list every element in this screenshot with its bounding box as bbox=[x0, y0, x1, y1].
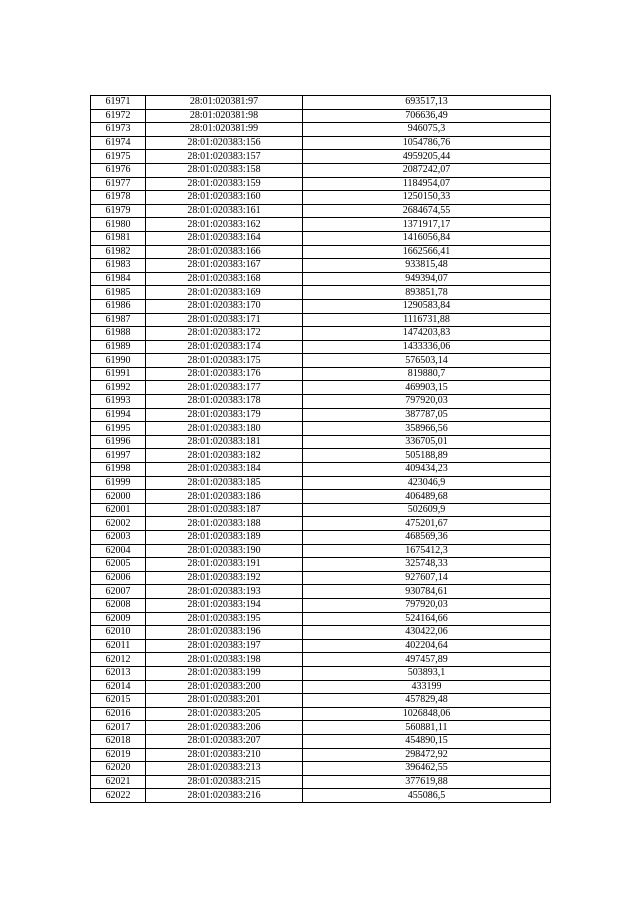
cadastral-number-cell: 28:01:020383:199 bbox=[146, 666, 303, 680]
table-row bbox=[91, 381, 551, 395]
table-row bbox=[91, 517, 551, 531]
table-row bbox=[91, 721, 551, 735]
row-number-cell: 61982 bbox=[91, 245, 146, 259]
row-number-cell: 62013 bbox=[91, 666, 146, 680]
value-cell: 1026848,06 bbox=[303, 707, 551, 721]
cadastral-number-cell: 28:01:020383:179 bbox=[146, 408, 303, 422]
table-row bbox=[91, 218, 551, 232]
row-number-cell: 61992 bbox=[91, 381, 146, 395]
table-row bbox=[91, 463, 551, 477]
cadastral-number-cell: 28:01:020383:175 bbox=[146, 354, 303, 368]
row-number-cell: 62012 bbox=[91, 653, 146, 667]
cadastral-number-cell: 28:01:020383:200 bbox=[146, 680, 303, 694]
cadastral-number-cell: 28:01:020381:97 bbox=[146, 96, 303, 110]
value-cell: 930784,61 bbox=[303, 585, 551, 599]
table-row bbox=[91, 789, 551, 803]
table-row bbox=[91, 435, 551, 449]
table-row bbox=[91, 503, 551, 517]
cadastral-number-cell: 28:01:020383:162 bbox=[146, 218, 303, 232]
row-number-cell: 61993 bbox=[91, 395, 146, 409]
value-cell: 336705,01 bbox=[303, 435, 551, 449]
value-cell: 396462,55 bbox=[303, 762, 551, 776]
value-cell: 455086,5 bbox=[303, 789, 551, 803]
value-cell: 1250150,33 bbox=[303, 191, 551, 205]
row-number-cell: 61991 bbox=[91, 367, 146, 381]
cadastral-number-cell: 28:01:020383:210 bbox=[146, 748, 303, 762]
row-number-cell: 61999 bbox=[91, 476, 146, 490]
row-number-cell: 61978 bbox=[91, 191, 146, 205]
table-row bbox=[91, 177, 551, 191]
cadastral-number-cell: 28:01:020383:157 bbox=[146, 150, 303, 164]
table-row bbox=[91, 762, 551, 776]
row-number-cell: 61974 bbox=[91, 136, 146, 150]
cadastral-number-cell: 28:01:020383:166 bbox=[146, 245, 303, 259]
value-cell: 4959205,44 bbox=[303, 150, 551, 164]
value-cell: 560881,11 bbox=[303, 721, 551, 735]
table-row bbox=[91, 299, 551, 313]
table-row bbox=[91, 286, 551, 300]
value-cell: 797920,03 bbox=[303, 395, 551, 409]
cadastral-number-cell: 28:01:020381:99 bbox=[146, 123, 303, 137]
row-number-cell: 61998 bbox=[91, 463, 146, 477]
value-cell: 377619,88 bbox=[303, 775, 551, 789]
value-cell: 1675412,3 bbox=[303, 544, 551, 558]
table-row bbox=[91, 408, 551, 422]
cadastral-number-cell: 28:01:020383:191 bbox=[146, 558, 303, 572]
value-cell: 893851,78 bbox=[303, 286, 551, 300]
table-row bbox=[91, 775, 551, 789]
value-cell: 946075,3 bbox=[303, 123, 551, 137]
cadastral-number-cell: 28:01:020383:205 bbox=[146, 707, 303, 721]
value-cell: 1184954,07 bbox=[303, 177, 551, 191]
table-body bbox=[91, 96, 551, 803]
table-row bbox=[91, 395, 551, 409]
table-row bbox=[91, 680, 551, 694]
value-cell: 693517,13 bbox=[303, 96, 551, 110]
value-cell: 576503,14 bbox=[303, 354, 551, 368]
value-cell: 423046,9 bbox=[303, 476, 551, 490]
value-cell: 1416056,84 bbox=[303, 231, 551, 245]
row-number-cell: 62015 bbox=[91, 694, 146, 708]
cadastral-number-cell: 28:01:020383:174 bbox=[146, 340, 303, 354]
cadastral-number-cell: 28:01:020383:215 bbox=[146, 775, 303, 789]
value-cell: 1433336,06 bbox=[303, 340, 551, 354]
table-row bbox=[91, 313, 551, 327]
row-number-cell: 61979 bbox=[91, 204, 146, 218]
cadastral-number-cell: 28:01:020383:201 bbox=[146, 694, 303, 708]
value-cell: 387787,05 bbox=[303, 408, 551, 422]
table-row bbox=[91, 734, 551, 748]
cadastral-number-cell: 28:01:020383:177 bbox=[146, 381, 303, 395]
value-cell: 433199 bbox=[303, 680, 551, 694]
cadastral-number-cell: 28:01:020383:192 bbox=[146, 571, 303, 585]
cadastral-number-cell: 28:01:020383:160 bbox=[146, 191, 303, 205]
row-number-cell: 62005 bbox=[91, 558, 146, 572]
value-cell: 468569,36 bbox=[303, 531, 551, 545]
table-row bbox=[91, 422, 551, 436]
cadastral-number-cell: 28:01:020383:161 bbox=[146, 204, 303, 218]
table-row bbox=[91, 585, 551, 599]
cadastral-number-cell: 28:01:020383:169 bbox=[146, 286, 303, 300]
row-number-cell: 61996 bbox=[91, 435, 146, 449]
value-cell: 2684674,55 bbox=[303, 204, 551, 218]
value-cell: 475201,67 bbox=[303, 517, 551, 531]
value-cell: 933815,48 bbox=[303, 259, 551, 273]
row-number-cell: 62017 bbox=[91, 721, 146, 735]
cadastral-number-cell: 28:01:020383:156 bbox=[146, 136, 303, 150]
value-cell: 454890,15 bbox=[303, 734, 551, 748]
value-cell: 469903,15 bbox=[303, 381, 551, 395]
value-cell: 503893,1 bbox=[303, 666, 551, 680]
value-cell: 298472,92 bbox=[303, 748, 551, 762]
row-number-cell: 62000 bbox=[91, 490, 146, 504]
table-row bbox=[91, 245, 551, 259]
value-cell: 1662566,41 bbox=[303, 245, 551, 259]
cadastral-number-cell: 28:01:020383:164 bbox=[146, 231, 303, 245]
table-row bbox=[91, 490, 551, 504]
table-row bbox=[91, 354, 551, 368]
table-row bbox=[91, 163, 551, 177]
table-row bbox=[91, 653, 551, 667]
row-number-cell: 62011 bbox=[91, 639, 146, 653]
table-row bbox=[91, 259, 551, 273]
cadastral-number-cell: 28:01:020381:98 bbox=[146, 109, 303, 123]
cadastral-number-cell: 28:01:020383:188 bbox=[146, 517, 303, 531]
row-number-cell: 61984 bbox=[91, 272, 146, 286]
row-number-cell: 61988 bbox=[91, 327, 146, 341]
row-number-cell: 62016 bbox=[91, 707, 146, 721]
row-number-cell: 61995 bbox=[91, 422, 146, 436]
table-row bbox=[91, 96, 551, 110]
row-number-cell: 62007 bbox=[91, 585, 146, 599]
value-cell: 430422,06 bbox=[303, 626, 551, 640]
cadastral-number-cell: 28:01:020383:213 bbox=[146, 762, 303, 776]
cadastral-number-cell: 28:01:020383:193 bbox=[146, 585, 303, 599]
table-row bbox=[91, 327, 551, 341]
cadastral-number-cell: 28:01:020383:207 bbox=[146, 734, 303, 748]
value-cell: 502609,9 bbox=[303, 503, 551, 517]
row-number-cell: 61973 bbox=[91, 123, 146, 137]
value-cell: 2087242,07 bbox=[303, 163, 551, 177]
table-row bbox=[91, 204, 551, 218]
row-number-cell: 62009 bbox=[91, 612, 146, 626]
value-cell: 1371917,17 bbox=[303, 218, 551, 232]
cadastral-number-cell: 28:01:020383:178 bbox=[146, 395, 303, 409]
row-number-cell: 61971 bbox=[91, 96, 146, 110]
row-number-cell: 62010 bbox=[91, 626, 146, 640]
value-cell: 402204,64 bbox=[303, 639, 551, 653]
value-cell: 819880,7 bbox=[303, 367, 551, 381]
table-row bbox=[91, 612, 551, 626]
cadastral-number-cell: 28:01:020383:206 bbox=[146, 721, 303, 735]
table-row bbox=[91, 340, 551, 354]
row-number-cell: 62002 bbox=[91, 517, 146, 531]
table-row bbox=[91, 123, 551, 137]
cadastral-value-table bbox=[90, 95, 551, 803]
cadastral-number-cell: 28:01:020383:182 bbox=[146, 449, 303, 463]
value-cell: 457829,48 bbox=[303, 694, 551, 708]
value-cell: 358966,56 bbox=[303, 422, 551, 436]
table-row bbox=[91, 558, 551, 572]
value-cell: 797920,03 bbox=[303, 598, 551, 612]
row-number-cell: 61977 bbox=[91, 177, 146, 191]
table-row bbox=[91, 476, 551, 490]
row-number-cell: 61994 bbox=[91, 408, 146, 422]
value-cell: 949394,07 bbox=[303, 272, 551, 286]
table-row bbox=[91, 191, 551, 205]
cadastral-number-cell: 28:01:020383:170 bbox=[146, 299, 303, 313]
value-cell: 497457,89 bbox=[303, 653, 551, 667]
cadastral-number-cell: 28:01:020383:168 bbox=[146, 272, 303, 286]
cadastral-number-cell: 28:01:020383:198 bbox=[146, 653, 303, 667]
table-row bbox=[91, 694, 551, 708]
value-cell: 927607,14 bbox=[303, 571, 551, 585]
cadastral-number-cell: 28:01:020383:216 bbox=[146, 789, 303, 803]
value-cell: 325748,33 bbox=[303, 558, 551, 572]
row-number-cell: 62006 bbox=[91, 571, 146, 585]
row-number-cell: 61986 bbox=[91, 299, 146, 313]
value-cell: 406489,68 bbox=[303, 490, 551, 504]
table-row bbox=[91, 707, 551, 721]
cadastral-number-cell: 28:01:020383:195 bbox=[146, 612, 303, 626]
row-number-cell: 61990 bbox=[91, 354, 146, 368]
row-number-cell: 61975 bbox=[91, 150, 146, 164]
table-row bbox=[91, 639, 551, 653]
row-number-cell: 61997 bbox=[91, 449, 146, 463]
value-cell: 706636,49 bbox=[303, 109, 551, 123]
cadastral-number-cell: 28:01:020383:167 bbox=[146, 259, 303, 273]
row-number-cell: 61972 bbox=[91, 109, 146, 123]
cadastral-number-cell: 28:01:020383:189 bbox=[146, 531, 303, 545]
value-cell: 1116731,88 bbox=[303, 313, 551, 327]
table-row bbox=[91, 109, 551, 123]
cadastral-number-cell: 28:01:020383:197 bbox=[146, 639, 303, 653]
cadastral-number-cell: 28:01:020383:196 bbox=[146, 626, 303, 640]
table-row bbox=[91, 544, 551, 558]
table-row bbox=[91, 666, 551, 680]
table-row bbox=[91, 136, 551, 150]
cadastral-number-cell: 28:01:020383:187 bbox=[146, 503, 303, 517]
row-number-cell: 62021 bbox=[91, 775, 146, 789]
cadastral-number-cell: 28:01:020383:158 bbox=[146, 163, 303, 177]
cadastral-number-cell: 28:01:020383:159 bbox=[146, 177, 303, 191]
row-number-cell: 62018 bbox=[91, 734, 146, 748]
value-cell: 524164,66 bbox=[303, 612, 551, 626]
value-cell: 409434,23 bbox=[303, 463, 551, 477]
table-row bbox=[91, 449, 551, 463]
table-row bbox=[91, 626, 551, 640]
row-number-cell: 62022 bbox=[91, 789, 146, 803]
row-number-cell: 62003 bbox=[91, 531, 146, 545]
row-number-cell: 62014 bbox=[91, 680, 146, 694]
cadastral-number-cell: 28:01:020383:184 bbox=[146, 463, 303, 477]
cadastral-number-cell: 28:01:020383:186 bbox=[146, 490, 303, 504]
value-cell: 1290583,84 bbox=[303, 299, 551, 313]
table-row bbox=[91, 231, 551, 245]
row-number-cell: 61981 bbox=[91, 231, 146, 245]
table-row bbox=[91, 150, 551, 164]
table-row bbox=[91, 367, 551, 381]
value-cell: 505188,89 bbox=[303, 449, 551, 463]
cadastral-number-cell: 28:01:020383:176 bbox=[146, 367, 303, 381]
row-number-cell: 61983 bbox=[91, 259, 146, 273]
table-row bbox=[91, 531, 551, 545]
row-number-cell: 61985 bbox=[91, 286, 146, 300]
cadastral-number-cell: 28:01:020383:180 bbox=[146, 422, 303, 436]
row-number-cell: 62004 bbox=[91, 544, 146, 558]
row-number-cell: 61980 bbox=[91, 218, 146, 232]
row-number-cell: 62020 bbox=[91, 762, 146, 776]
cadastral-number-cell: 28:01:020383:194 bbox=[146, 598, 303, 612]
row-number-cell: 62008 bbox=[91, 598, 146, 612]
cadastral-number-cell: 28:01:020383:185 bbox=[146, 476, 303, 490]
row-number-cell: 61976 bbox=[91, 163, 146, 177]
cadastral-number-cell: 28:01:020383:181 bbox=[146, 435, 303, 449]
table-row bbox=[91, 748, 551, 762]
cadastral-number-cell: 28:01:020383:171 bbox=[146, 313, 303, 327]
table-row bbox=[91, 272, 551, 286]
row-number-cell: 61987 bbox=[91, 313, 146, 327]
row-number-cell: 61989 bbox=[91, 340, 146, 354]
value-cell: 1474203,83 bbox=[303, 327, 551, 341]
value-cell: 1054786,76 bbox=[303, 136, 551, 150]
row-number-cell: 62019 bbox=[91, 748, 146, 762]
cadastral-number-cell: 28:01:020383:190 bbox=[146, 544, 303, 558]
table-row bbox=[91, 571, 551, 585]
cadastral-number-cell: 28:01:020383:172 bbox=[146, 327, 303, 341]
row-number-cell: 62001 bbox=[91, 503, 146, 517]
table-row bbox=[91, 598, 551, 612]
